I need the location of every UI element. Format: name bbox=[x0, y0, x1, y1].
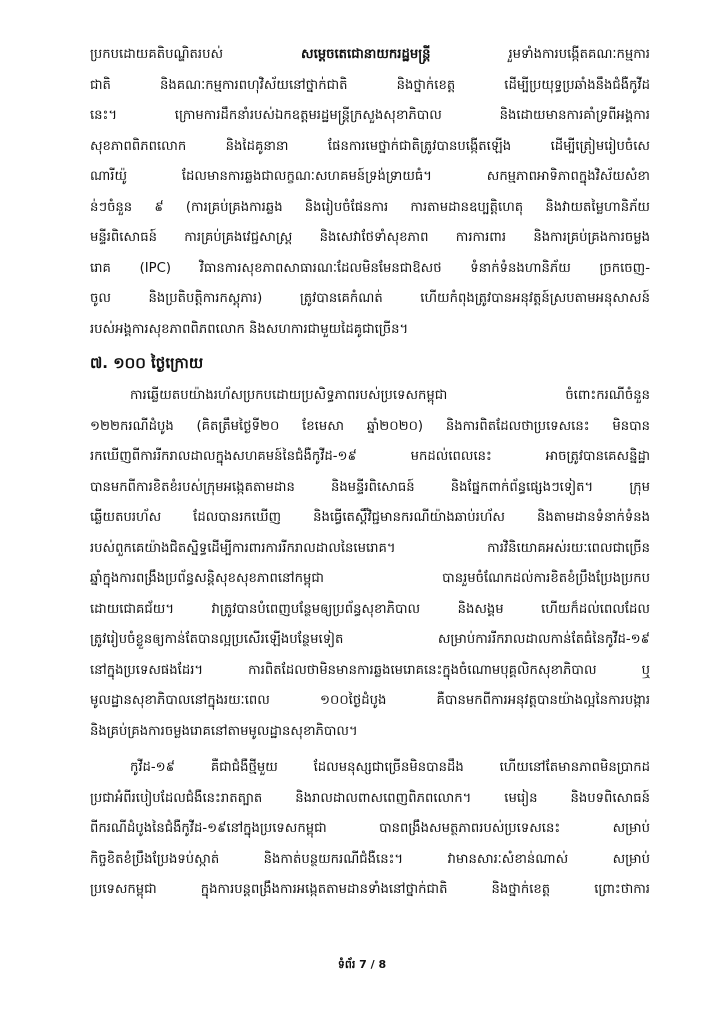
text-line: ប្រទេសកម្ពុជា ក្នុងការបន្តពង្រឹងការអង្កេតតាមដានទាំងនៅថ្នាក់ជាតិ និងថ្នាក់ខេត្ត ព្រោះថាការ bbox=[90, 882, 650, 897]
text-line: ណារីយ៉ូ ដែលមានការឆ្លងជាលក្ខណៈសហគមន៍ទ្រង់ទ្រាយធំ។ សកម្មភាពអាទិភាពក្នុងវិស័យសំខា bbox=[90, 169, 650, 184]
text-line: នេះ។ ក្រោមការដឹកនាំរបស់ឯកឧត្តមរដ្ឋមន្ត្រីក្រសួងសុខាភិបាល និងដោយមានការគាំទ្រពីអង្គការ bbox=[90, 108, 650, 123]
text-line: ប្រជាអំពីរបៀបដែលជំងឺនេះរាតត្បាត និងរាលដាលពាសពេញពិភពលោក។ មេរៀន និងបទពិសោធន៍ bbox=[90, 790, 650, 806]
text-run: រួមទាំងការបង្កើតគណៈកម្មការ bbox=[430, 47, 650, 62]
page-number: ទំព័រ 7 / 8 bbox=[337, 958, 387, 971]
text-line: បានមកពីការខិតខំរបស់ក្រុមអង្កេតតាមដាន និងមន្ទីរពិសោធន៍ និងផ្នែកពាក់ព័ន្ធផ្សេងៗទៀត។ ក្រុម bbox=[90, 479, 650, 495]
text-line: ត្រូវរៀបចំខ្លួនឲ្យកាន់តែបានល្អប្រសើរឡើងបន្ថែមទៀត សម្រាប់ការរីករាលដាលកាន់តែធំនៃកូវីដ-១៩ bbox=[90, 632, 650, 647]
text-line: ពីករណីដំបូងនៃជំងឺកូវីដ-១៩នៅក្នុងប្រទេសកម្ពុជា បានពង្រឹងសមត្ថភាពរបស់ប្រទេសនេះ សម្រាប់ bbox=[90, 821, 650, 836]
paragraph-intro bbox=[90, 40, 650, 345]
text-line: កូវីដ-១៩ គឺជាជំងឺថ្មីមួយ ដែលមនុស្សជាច្រើនមិនបានដឹង ហើយនៅតែមានភាពមិនប្រាកដ bbox=[130, 760, 650, 775]
text-line: របស់ពួកគេយ៉ាងជិតស្និទ្ធដើម្បីការពារការរីករាលដាលនៃមេរោគ។ ការវិនិយោគអស់រយៈពេលជាច្រើន bbox=[90, 540, 650, 556]
bold-name: សម្តេចតេជោនាយករដ្ឋមន្ត្រី bbox=[301, 47, 431, 62]
text-line: ដោយជោគជ័យ។ វាត្រូវបានបំពេញបន្ថែមឲ្យប្រព័ន្ធសុខាភិបាល និងសង្គម ហើយក៏ដល់ពេលដែល bbox=[90, 601, 650, 617]
text-line: រកឃើញពីការរីករាលដាលក្នុងសហគមន៍នៃជំងឺកូវីដ-១៩ មកដល់ពេលនេះ អាចត្រូវបានគេសន្និដ្ឋា bbox=[90, 449, 650, 464]
text-line: ការឆ្លើយតបយ៉ាងរហ័សប្រកបដោយប្រសិទ្ធភាពរបស់ប្រទេសកម្ពុជា ចំពោះករណីចំនួន bbox=[130, 388, 650, 403]
text-run: ប្រកបដោយគតិបណ្ឌិតរបស់ bbox=[90, 47, 302, 62]
text-line: របស់អង្គការសុខភាពពិភពលោក និងសហការជាមួយដៃគូជាច្រើន។ bbox=[90, 321, 409, 337]
text-line: រោគ (IPC) វិធានការសុខភាពសាធារណៈដែលមិនមែនជាឱសថ ទំនាក់ទំនងហានិភ័យ ច្រកចេញ- bbox=[90, 260, 650, 276]
text-line: កិច្ចខិតខំប្រឹងប្រែងទប់ស្កាត់ និងកាត់បន្ថយករណីជំងឺនេះ។ វាមានសារៈសំខាន់ណាស់ សម្រាប់ bbox=[90, 851, 650, 867]
text-line: និងគ្រប់គ្រងការចម្លងរោគនៅតាមមូលដ្ឋានសុខាភិបាល។ bbox=[90, 723, 358, 739]
text-line: ឆ្លើយតបរហ័ស ដែលបានរកឃើញ និងធ្វើតេស្តិ៍វិជ្ជមានករណីយ៉ាងឆាប់រហ័ស និងតាមដានទំនាក់ទំនង bbox=[90, 510, 650, 525]
text-line bbox=[90, 40, 650, 71]
paragraph-covid-lessons bbox=[90, 753, 650, 906]
text-line: ឆ្នាំក្នុងការពង្រឹងប្រព័ន្ធសន្តិសុខសុខភាពនៅកម្ពុជា បានរួមចំណែកដល់ការខិតខំប្រឹងប្រែងប្រកប bbox=[90, 571, 650, 586]
text-line: ១២២ករណីដំបូង (គិតត្រឹមថ្ងៃទី២០ ខែមេសា ឆ្នាំ២០២០) និងការពិតដែលថាប្រទេសនេះ មិនបាន bbox=[90, 418, 650, 434]
text-line: ចូល និងប្រតិបត្តិការកស្តុភារ) ត្រូវបានគេកំណត់ ហើយកំពុងត្រូវបានអនុវត្តន៍ស្របតាមអនុសាសន៍ bbox=[90, 291, 650, 306]
text-line: សុខភាពពិភពលោក និងដៃគូនានា ផែនការមេថ្នាក់ជាតិត្រូវបានបង្កើតឡើង ដើម្បីត្រៀមរៀបចំសេ bbox=[90, 138, 650, 154]
text-line: ជាតិ និងគណៈកម្មការពហុវិស័យនៅថ្នាក់ជាតិ និងថ្នាក់ខេត្ត ដើម្បីប្រយុទ្ធប្រឆាំងនឹងជំងឺកូវីដ bbox=[90, 77, 650, 93]
page-body bbox=[90, 40, 650, 906]
text-line: នៅក្នុងប្រទេសផងដែរ។ ការពិតដែលថាមិនមានការឆ្លងមេរោគនេះក្នុងចំណោមបុគ្គលិកសុខាភិបាល ឬ bbox=[90, 662, 650, 678]
paragraph-100-days bbox=[90, 381, 650, 747]
text-line: ន់ៗចំនួន ៩ (ការគ្រប់គ្រងការឆ្លង និងរៀបចំផែនការ ការតាមដានឧប្បត្តិហេតុ និងវាយតម្លៃហានិភ័យ bbox=[90, 199, 650, 215]
text-line: មូលដ្ឋានសុខាភិបាលនៅក្នុងរយៈពេល ១០០ថ្ងៃដំបូង គឺបានមកពីការអនុវត្តបានយ៉ាងល្អនៃការបង្ការ bbox=[90, 693, 650, 708]
section-heading: ៧. ១០០ ថ្ងៃក្រោយ bbox=[90, 354, 204, 372]
text-line: មន្ទីរពិសោធន៍ ការគ្រប់គ្រងវេជ្ជសាស្ត្រ និងសេវាថែទាំសុខភាព ការការពារ និងការគ្រប់គ្រងការចម្លង bbox=[90, 230, 650, 245]
